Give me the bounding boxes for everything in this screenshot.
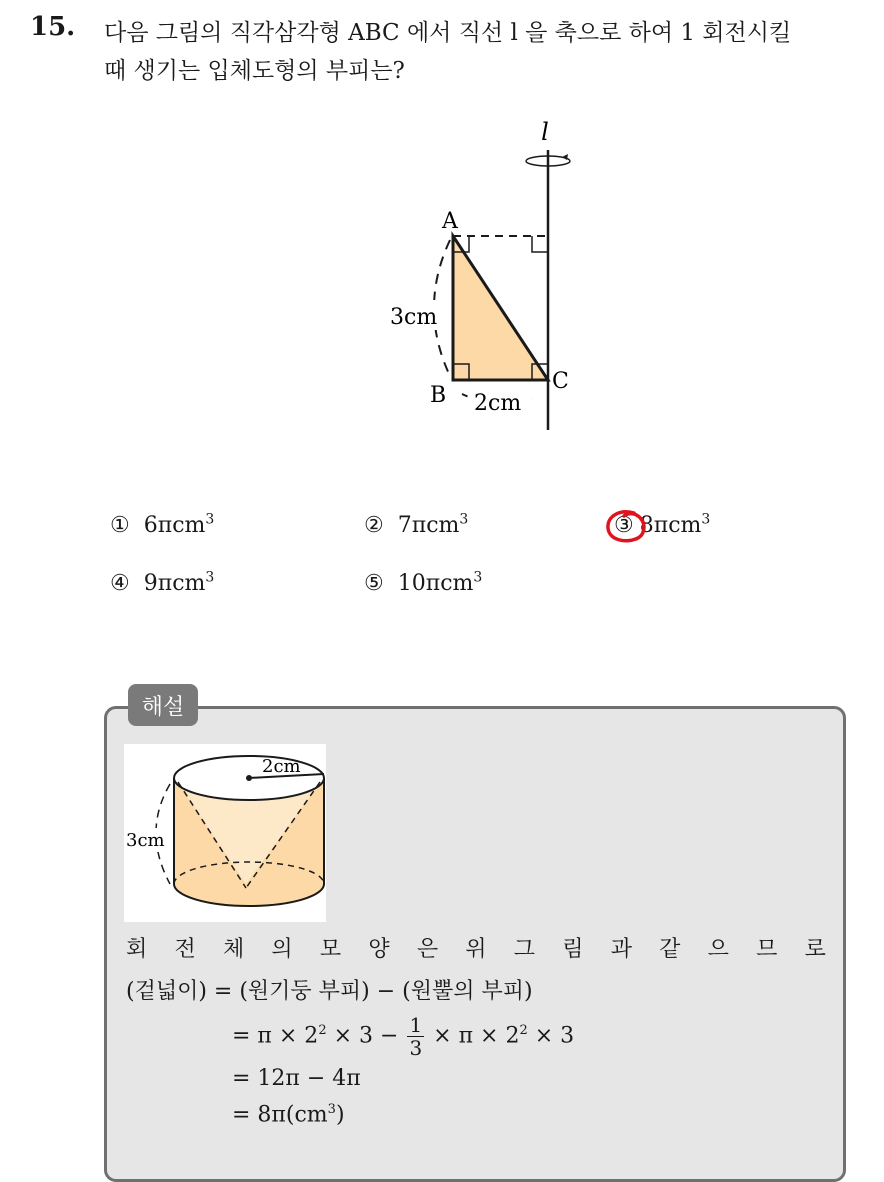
choice-3[interactable]: ③ 8πcm$^3$ — [614, 512, 711, 539]
solution-line-2: (겉넓이) = (원기둥 부피) − (원뿔의 부피) — [126, 979, 533, 1004]
label-side-bc: 2cm — [474, 391, 522, 416]
label-side-ab: 3cm — [390, 305, 438, 330]
cylinder-radius-label: 2cm — [262, 756, 301, 777]
equation-3: = $8\pi(cm^3)$ — [232, 1102, 345, 1128]
triangle-figure — [380, 112, 620, 442]
question-text — [104, 14, 874, 90]
choice-1[interactable]: ① 6πcm$^3$ — [110, 512, 215, 539]
question-number: 15. — [30, 12, 76, 42]
label-c: C — [552, 369, 569, 394]
cylinder-figure — [124, 744, 326, 922]
label-b: B — [430, 383, 447, 408]
fraction-one-third: $\frac{1}{3}$ — [409, 1013, 423, 1060]
label-a: A — [442, 209, 458, 234]
equation-1: = $\pi \times 2^2 \times 3$ − $\frac{1}{3}$ × $\pi \times 2^2 \times 3$ — [232, 1013, 575, 1060]
axis-label: l — [541, 118, 549, 146]
equation-2: = 12π − 4π — [232, 1066, 361, 1091]
choice-2[interactable]: ② 7πcm$^3$ — [364, 512, 469, 539]
choice-5[interactable]: ⑤ 10πcm$^3$ — [364, 570, 483, 597]
question-line-1: 다음 그림의 직각삼각형 ABC 에서 직선 l 을 축으로 하여 1 회전시킬 — [104, 20, 792, 46]
cylinder-height-label: 3cm — [126, 830, 165, 851]
selected-answer-mark-icon — [604, 508, 648, 546]
triangle-abc — [453, 236, 548, 380]
question-line-2: 때 생기는 입체도형의 부피는? — [104, 58, 405, 84]
choice-4[interactable]: ④ 9πcm$^3$ — [110, 570, 215, 597]
solution-tag: 해설 — [128, 684, 198, 726]
solution-line-1: 회 전 체 의 모 양 은 위 그 림 과 같 으 므 로 — [126, 937, 826, 962]
